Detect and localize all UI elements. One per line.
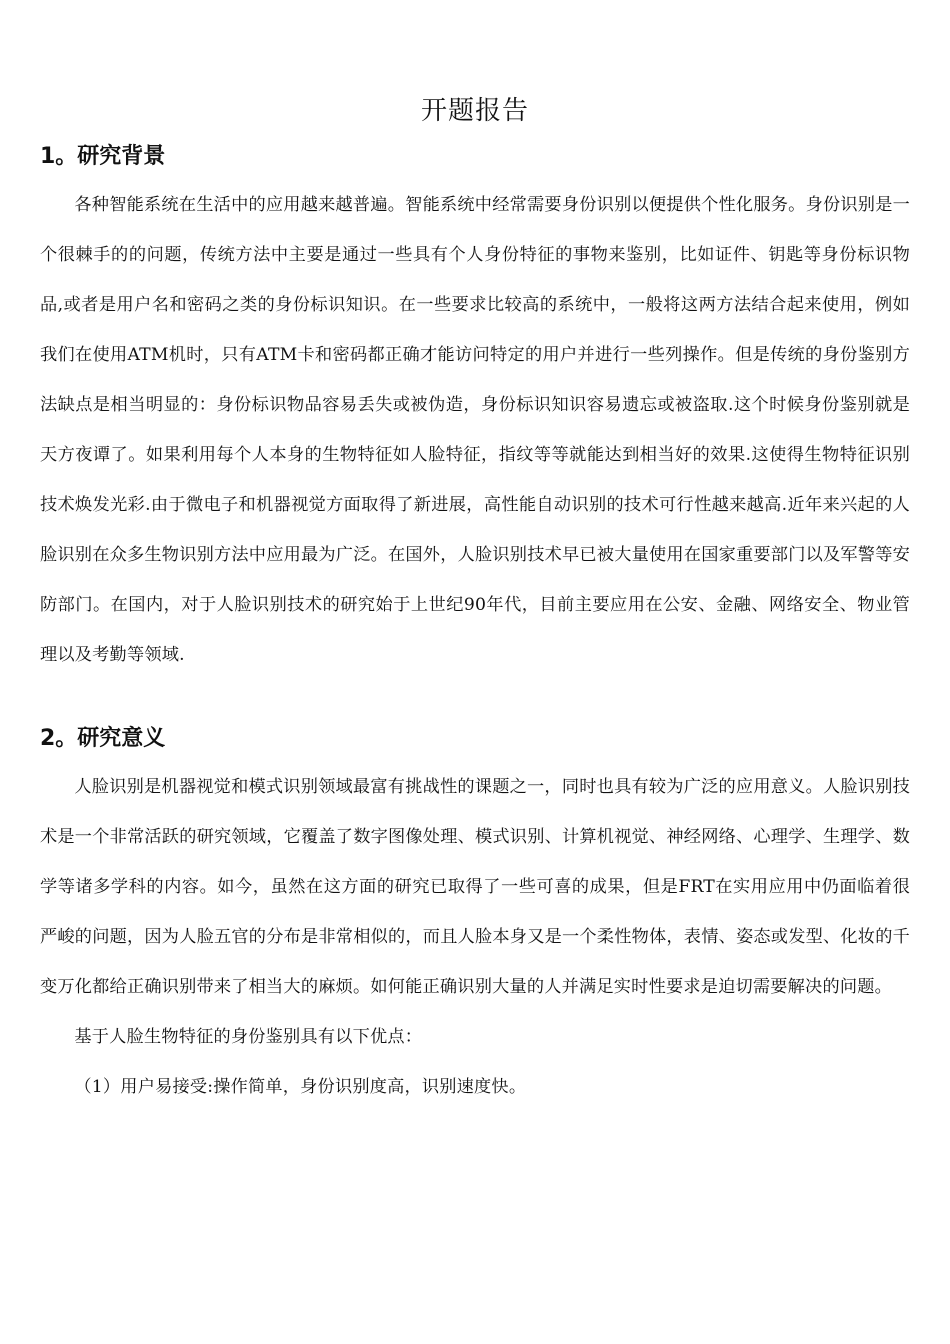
paragraph-background: 各种智能系统在生活中的应用越来越普遍。智能系统中经常需要身份识别以便提供个性化服务。身份识别是一个很棘手的的问题，传统方法中主要是通过一些具有个人身份特征的事物来鉴别，比如证件、钥匙等身份标识物品,或者是用户名和密码之类的身份标识知识。在一些要求比较高的系统中，一般将这两方法结合起来使用，例如我们在使用ATM机时，只有ATM卡和密码都正确才能访问特定的用户并进行一些列操作。但是传统的身份鉴别方法缺点是相当明显的：身份标识物品容易丢失或被伪造，身份标识知识容易遗忘或被盗取.这个时候身份鉴别就是天方夜谭了。如果利用每个人本身的生物特征如人脸特征，指纹等等就能达到相当好的效果.这使得生物特征识别技术焕发光彩.由于微电子和机器视觉方面取得了新进展，高性能自动识别的技术可行性越来越高.近年来兴起的人脸识别在众多生物识别方法中应用最为广泛。在国外，人脸识别技术早已被大量使用在国家重要部门以及军警等安防部门。在国内，对于人脸识别技术的研究始于上世纪90年代，目前主要应用在公安、金融、网络安全、物业管理以及考勤等领域.	[40, 195, 910, 665]
paragraph-advantages-intro: 基于人脸生物特征的身份鉴别具有以下优点：	[74, 1027, 423, 1047]
paragraph-significance: 人脸识别是机器视觉和模式识别领域最富有挑战性的课题之一，同时也具有较为广泛的应用意义。人脸识别技术是一个非常活跃的研究领域，它覆盖了数字图像处理、模式识别、计算机视觉、神经网络、心理学、生理学、数学等诸多学科的内容。如今，虽然在这方面的研究已取得了一些可喜的成果，但是FRT在实用应用中仍面临着很严峻的问题，因为人脸五官的分布是非常相似的，而且人脸本身又是一个柔性物体，表情、姿态或发型、化妆的千变万化都给正确识别带来了相当大的麻烦。如何能正确识别大量的人并满足实时性要求是迫切需要解决的问题。	[40, 777, 910, 997]
paragraph-advantage-1: （1）用户易接受:操作简单，身份识别度高，识别速度快。	[74, 1077, 527, 1097]
document-title: 开题报告	[420, 96, 529, 126]
section-heading-background: 1。研究背景	[40, 144, 166, 169]
section-heading-significance: 2。研究意义	[40, 726, 166, 751]
